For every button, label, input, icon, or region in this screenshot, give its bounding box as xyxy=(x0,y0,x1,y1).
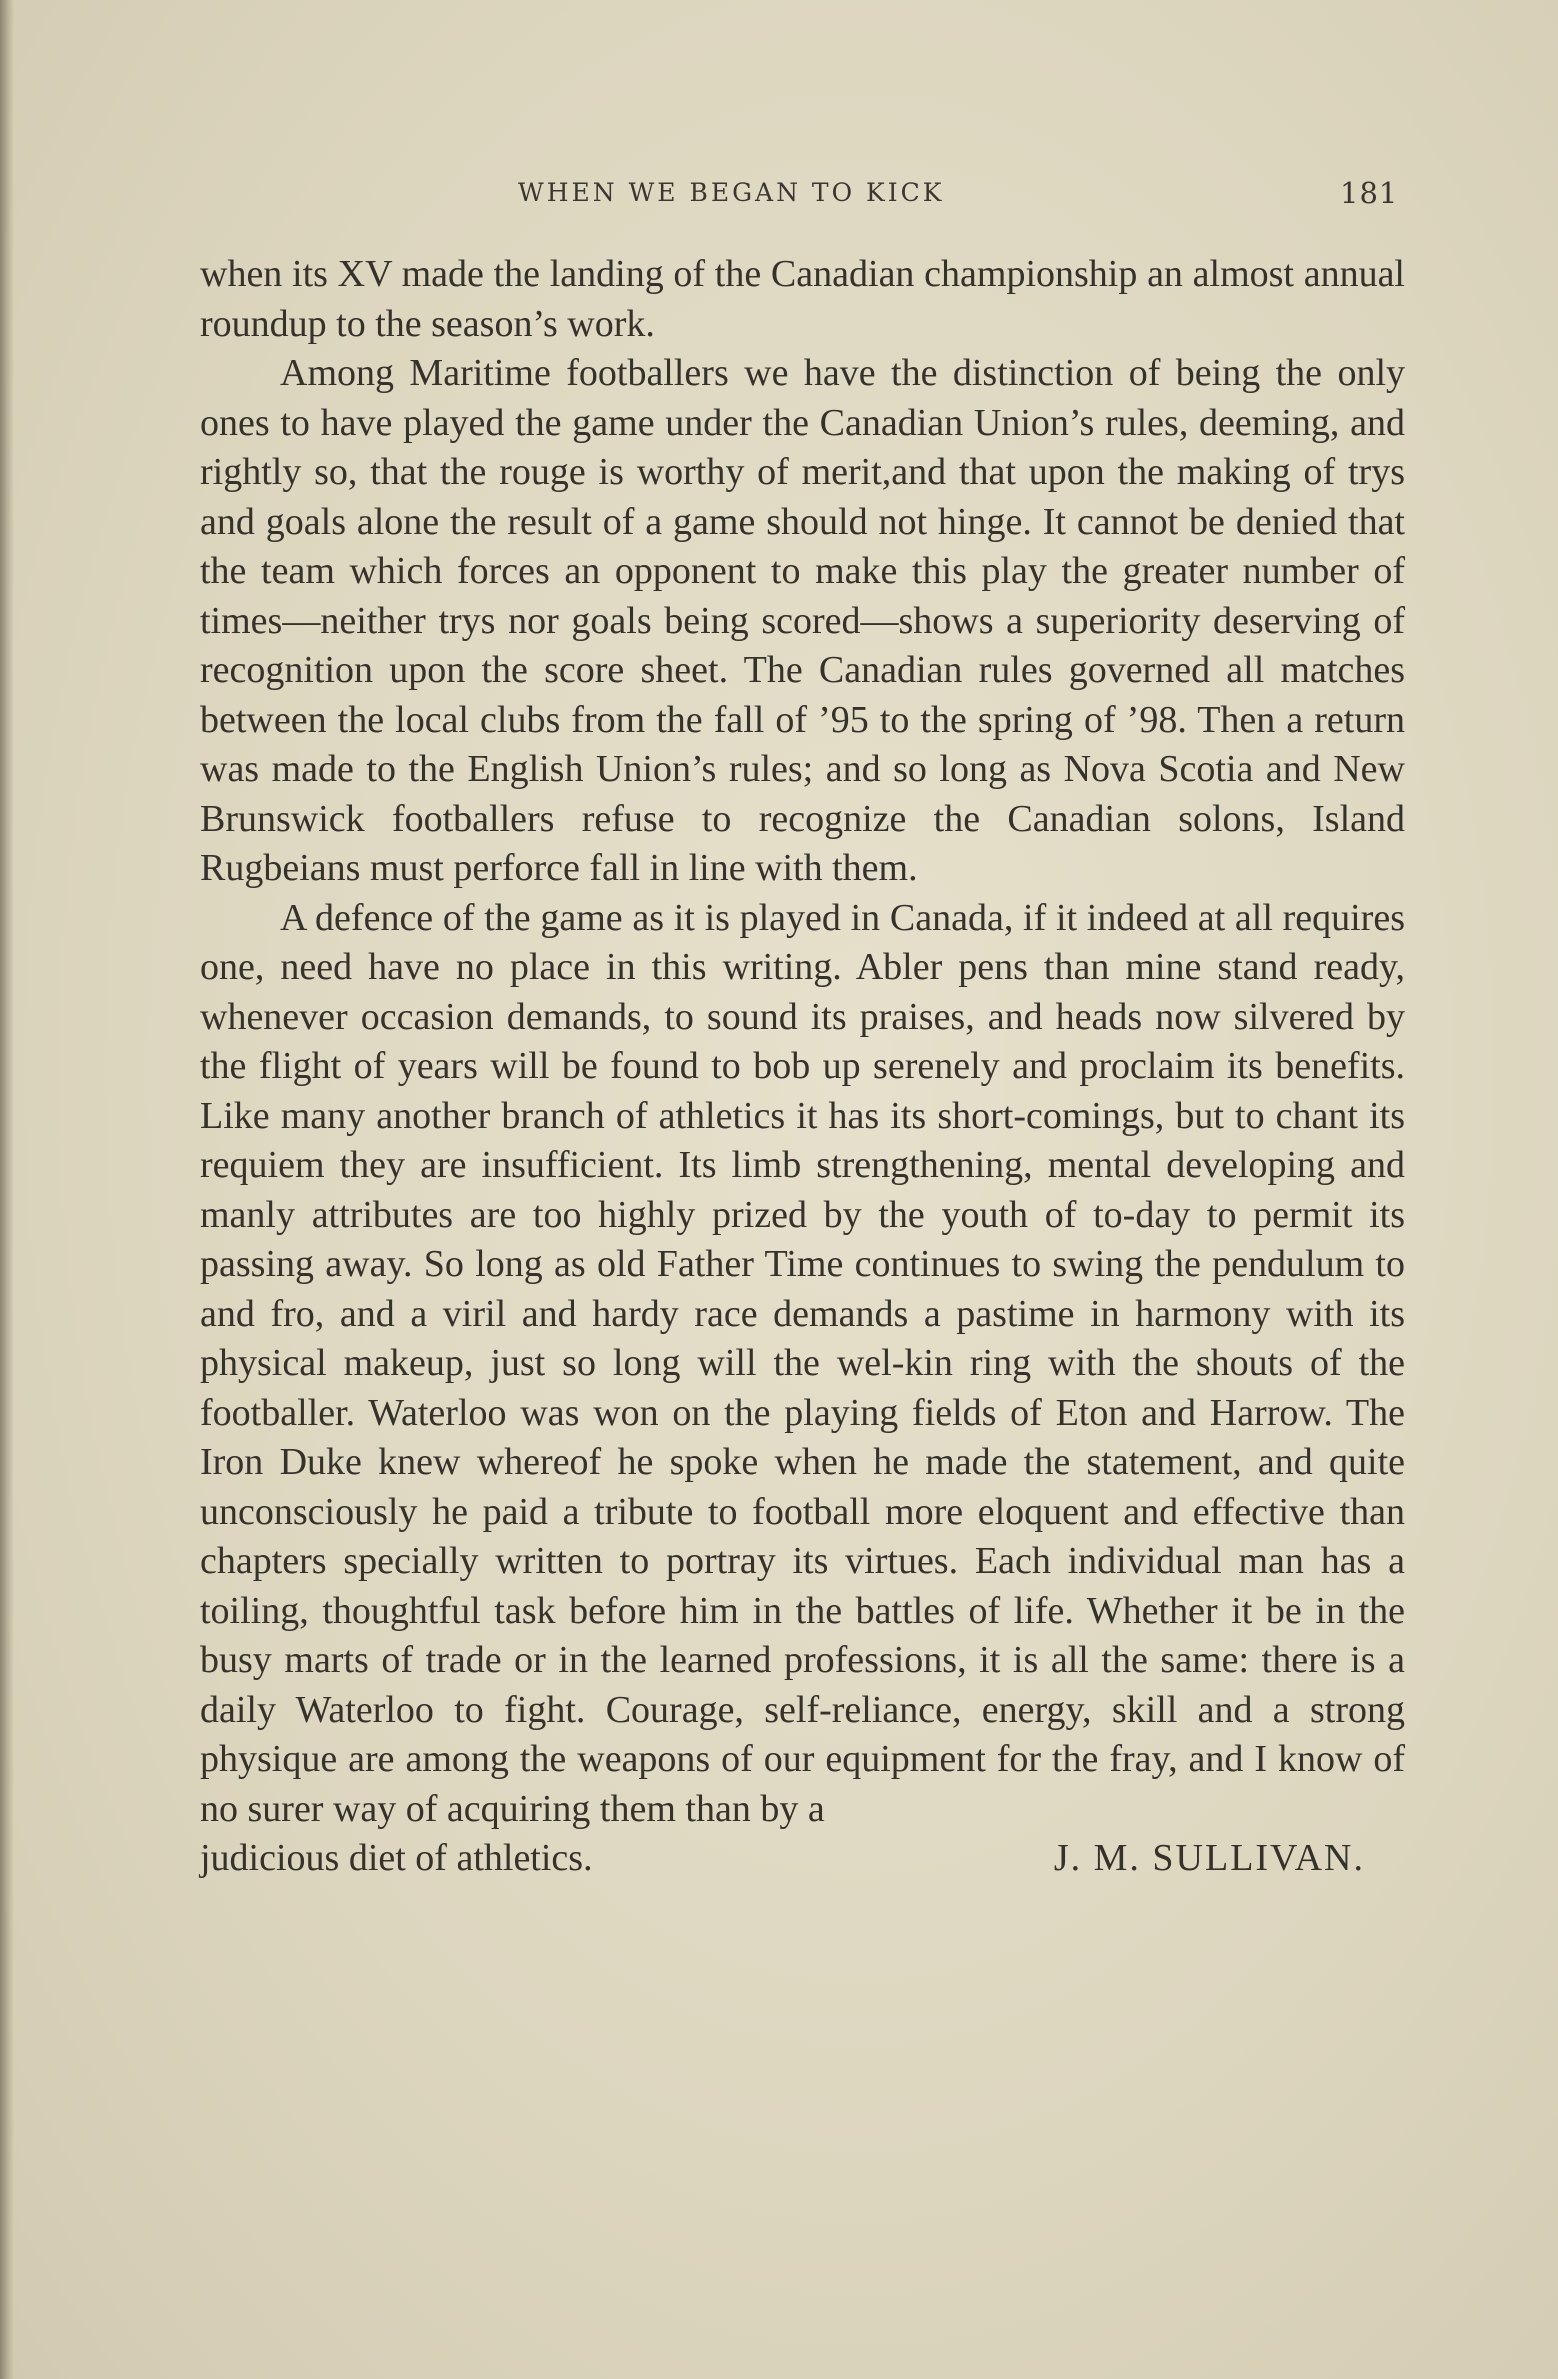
running-header xyxy=(200,170,1400,214)
author-signature: J. M. SULLIVAN. xyxy=(1053,1837,1365,1879)
paragraph-2: Among Maritime footballers we have the distinction of being the only ones to have played the game under the Canadian Union’s rules, deeming, and rightly so, that the rouge is worthy of merit,and that upon the making of trys and goals alone the result of a game should not hinge. It cannot be denied that the team which forces an opponent to make this play the greater number of times—neither trys nor goals being scored—shows a superiority deserving of recognition upon the score sheet. The Canadian rules governed all matches between the local clubs from the fall of ’95 to the spring of ’98. Then a return was made to the English Union’s rules; and so long as Nova Scotia and New Brunswick footballers refuse to recognize the Canadian solons, Island Rugbeians must perforce fall in line with them. xyxy=(200,352,1405,889)
paragraph-3: A defence of the game as it is played in Canada, if it indeed at all requires one, need have no place in this writing. Abler pens than mine stand ready, whenever occasion demands, to sound its praises, and heads now silvered by the flight of years will be found to bob up serenely and proclaim its benefits. Like many another branch of athletics it has its short-comings, but to chant its requiem they are insufficient. Its limb strengthening, mental developing and manly attributes are too highly prized by the youth of to-day to permit its passing away. So long as old Father Time continues to swing the pendulum to and fro, and a viril and hardy race demands a pastime in harmony with its physical makeup, just so long will the wel-kin ring with the shouts of the footballer. Waterloo was won on the playing fields of Eton and Harrow. The Iron Duke knew whereof he spoke when he made the statement, and quite unconsciously he paid a tribute to football more eloquent and effective than chapters specially written to portray its virtues. Each individual man has a toiling, thoughtful task before him in the battles of life. Whether it be in the busy marts of trade or in the learned professions, it is all the same: there is a daily Waterloo to fight. Courage, self-reliance, energy, skill and a strong physique are among the weapons of our equipment for the fray, and I know of no surer way of acquiring them than by a xyxy=(200,896,1405,1830)
closing-line xyxy=(200,1834,1405,1884)
closing-phrase: judicious diet of athletics. xyxy=(200,1837,593,1879)
paragraph-1: when its XV made the landing of the Canadian championship an almost annual roundup to the season’s work. xyxy=(200,253,1405,345)
running-title: WHEN WE BEGAN TO KICK xyxy=(518,178,945,207)
page-number: 181 xyxy=(1340,176,1399,210)
body-text xyxy=(200,250,1405,1884)
page-gutter xyxy=(0,0,14,2379)
